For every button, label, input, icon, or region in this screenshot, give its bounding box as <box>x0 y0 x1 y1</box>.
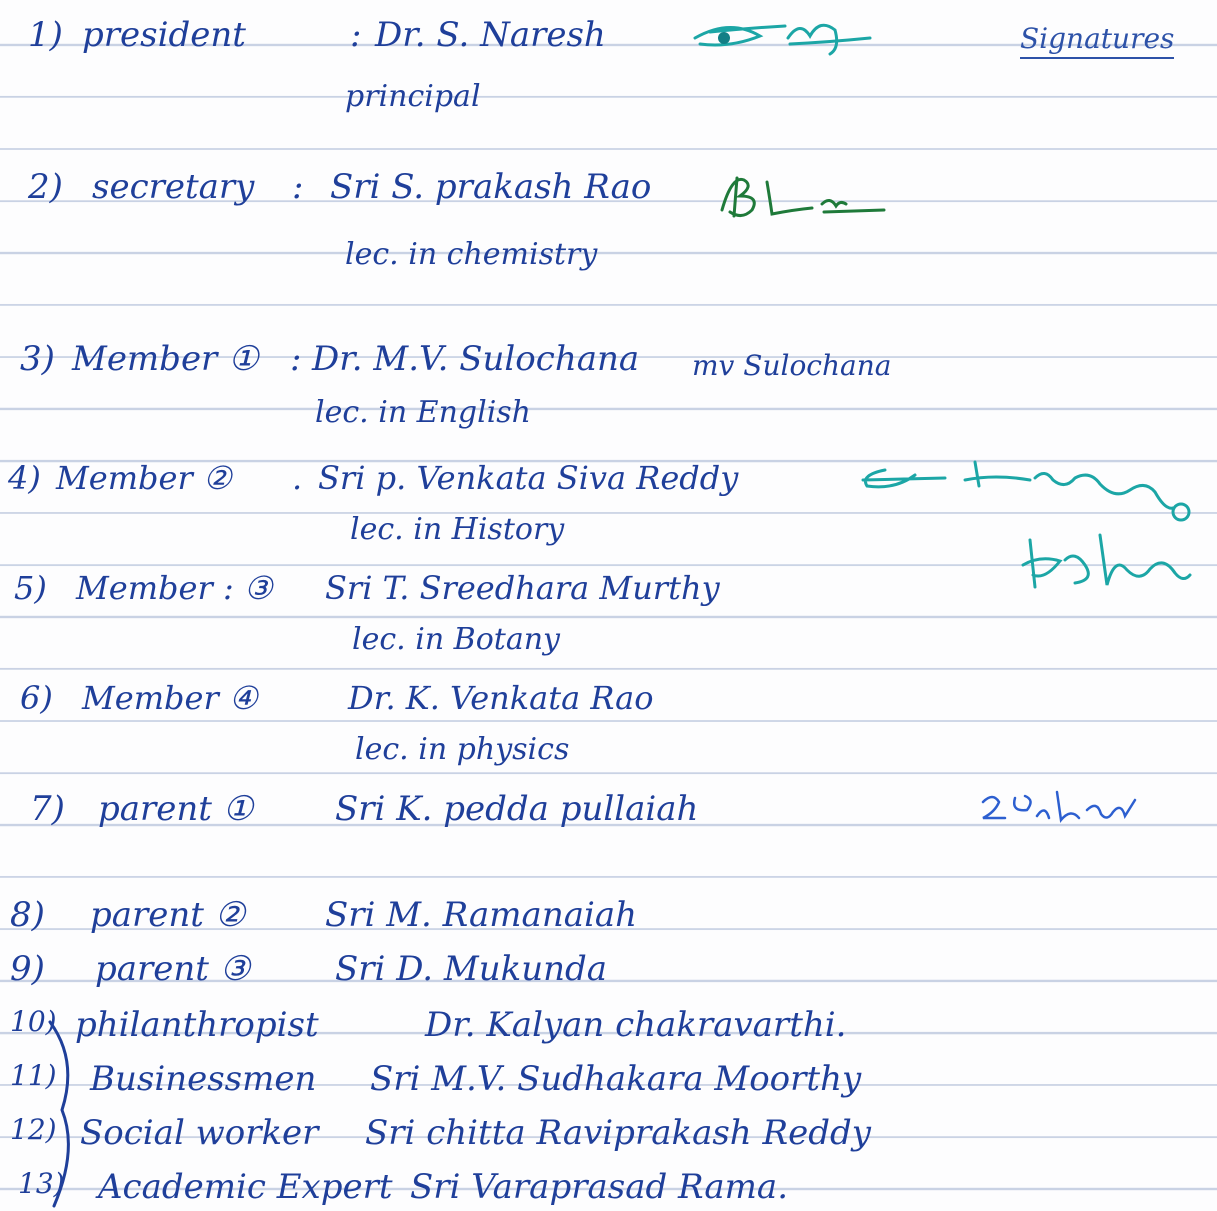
entry-9-name: Sri D. Mukunda <box>335 949 608 989</box>
entry-4-role: Member ② <box>56 459 232 497</box>
entry-3-detail: lec. in English <box>315 395 532 430</box>
entry-3-separator: : <box>290 339 302 379</box>
entry-8-name: Sri M. Ramanaiah <box>325 895 638 935</box>
entry-2-name: Sri S. prakash Rao <box>330 167 652 207</box>
entry-5-number: 5) <box>14 569 47 607</box>
entry-8-role: parent ② <box>90 895 246 935</box>
entry-3-number: 3) <box>20 339 55 379</box>
entry-3-signature: mv Sulochana <box>692 349 892 382</box>
entry-4-signature <box>855 450 1205 525</box>
entry-2-detail: lec. in chemistry <box>345 237 598 272</box>
signatures-header: Signatures <box>1020 22 1174 59</box>
entry-5-signature <box>1015 525 1195 605</box>
entry-7-name: Sri K. pedda pullaiah <box>335 789 699 829</box>
entry-4-name: Sri p. Venkata Siva Reddy <box>318 459 739 497</box>
entry-6-role: Member ④ <box>82 679 258 717</box>
entry-7-number: 7) <box>30 789 65 829</box>
entry-2-signature <box>712 170 892 225</box>
entry-4-detail: lec. in History <box>350 512 565 547</box>
entry-12-name: Sri chitta Raviprakash Reddy <box>365 1113 871 1153</box>
grouping-bracket <box>44 1020 84 1210</box>
entry-1-number: 1) <box>28 15 63 55</box>
entry-3-role: Member ① <box>72 339 259 379</box>
entry-13-name: Sri Varaprasad Rama. <box>410 1167 789 1207</box>
entry-10-number: 10) <box>10 1005 57 1038</box>
entry-1-detail: principal <box>345 79 481 114</box>
entry-6-number: 6) <box>20 679 53 717</box>
entry-11-name: Sri M.V. Sudhakara Moorthy <box>370 1059 862 1099</box>
entry-5-detail: lec. in Botany <box>352 622 560 657</box>
entry-9-number: 9) <box>10 949 45 989</box>
entry-11-number: 11) <box>10 1059 57 1092</box>
entry-7-role: parent ① <box>98 789 254 829</box>
entry-6-name: Dr. K. Venkata Rao <box>348 679 654 717</box>
entry-4-number: 4) <box>8 459 41 497</box>
entry-5-name: Sri T. Sreedhara Murthy <box>325 569 720 607</box>
entry-2-number: 2) <box>28 167 63 207</box>
entry-13-number: 13) <box>18 1167 65 1200</box>
entry-1-separator: : <box>350 15 362 55</box>
entry-1-role: president <box>82 15 246 55</box>
entry-10-role: philanthropist <box>75 1005 319 1045</box>
entry-9-role: parent ③ <box>95 949 251 989</box>
entry-13-role: Academic Expert <box>98 1167 393 1207</box>
entry-2-separator: : <box>292 167 304 207</box>
entry-3-name: Dr. M.V. Sulochana <box>312 339 640 379</box>
entry-4-separator: . <box>292 459 303 497</box>
entry-1-name: Dr. S. Naresh <box>375 15 606 55</box>
entry-10-name: Dr. Kalyan chakravarthi. <box>425 1005 847 1045</box>
entry-12-number: 12) <box>10 1113 57 1146</box>
entry-1-signature <box>690 8 880 58</box>
entry-5-role: Member : ③ <box>76 569 273 607</box>
entry-12-role: Social worker <box>80 1113 319 1153</box>
entry-11-role: Businessmen <box>90 1059 317 1099</box>
entry-8-number: 8) <box>10 895 45 935</box>
entry-2-role: secretary <box>92 167 255 207</box>
entry-6-detail: lec. in physics <box>355 732 570 767</box>
entry-7-signature <box>975 788 1145 828</box>
